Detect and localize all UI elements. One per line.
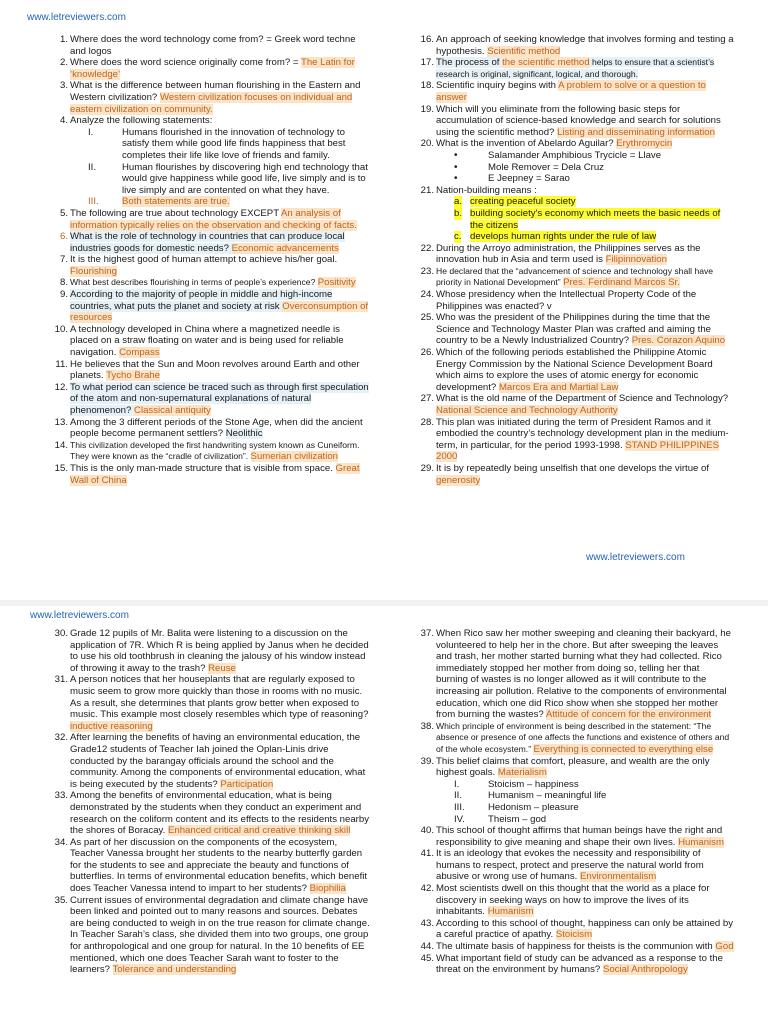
question-14: 14. This civilization developed the first handwriting system known as Cuneiform. They were known as the “cradle of civilization”. Sumerian civilization (54, 439, 360, 463)
question-20: 20. What is the invention of Abelardo Aguilar? Erythromycin • Salamander Amphibious Trycicle = Llave • Mole Remover = Dela Cruz • E Jeepney = Sarao (436, 138, 734, 184)
answer: National Science and Technology Authority (436, 405, 618, 416)
question-7: 7. It is the highest good of human attempt to achieve his/her goal. Flourishing (59, 254, 338, 277)
question-41: 41. It is an ideology that evokes the necessity and responsibility of humans to respect, protect and preserve the natural world from abusive or wrong use of humans. Environmentalism (420, 848, 704, 883)
answer: Great Wall of China (70, 462, 360, 486)
site-link-top[interactable]: www.letreviewers.com (27, 12, 126, 23)
question-12: 12. To what period can science be traced such as through first speculation of the atom and non-supernatural explanations of natural phenomenon? Classical antiquity (54, 381, 369, 416)
question-42: 42. Most scientists dwell on this thought that the world as a place for discovery in seeking ways on how to improve the lives of its inhabitants. Humanism (420, 883, 710, 918)
answer: Both statements are true. (122, 196, 230, 208)
answer: An analysis of information typically relies on the observation and checking of facts. (70, 207, 357, 231)
answer: Reuse (208, 662, 236, 674)
answer: Listing and disseminating information (557, 126, 715, 138)
question-28: 28. This plan was initiated during the term of President Ramos and it embodied the country’s technology development plan in the medium-term, in particular, for the period 1993-1998. STAND PHILIPPINES 2000 (420, 416, 729, 463)
right-column-questions (420, 34, 734, 486)
question-11: 11. He believes that the Sun and Moon revolves around Earth and other planets. Tycho Brahe (55, 358, 360, 382)
answer: Tolerance and understanding (112, 964, 237, 976)
question-27: 27. What is the old name of the Department of Science and Technology? National Science and Technology Authority (420, 393, 729, 416)
answer: Scientific method (487, 45, 561, 57)
answer: The Latin for ‘knowledge’ (70, 57, 355, 80)
answer: Attitude of concern for the environment (545, 709, 712, 721)
answer: Materialism (497, 767, 547, 779)
right-column-questions-page2 (420, 628, 734, 976)
answer: Enhanced critical and creative thinking skill (167, 825, 351, 837)
answer: the scientific method (502, 57, 590, 69)
site-link-bottom[interactable]: www.letreviewers.com (586, 552, 685, 563)
answer: Filipinnovation (605, 254, 667, 266)
answer: Tycho Brahe (106, 370, 160, 382)
question-5: 5. The following are true about technology EXCEPT An analysis of information typically relies on the observation and checking of facts. (59, 207, 357, 231)
question-8: 8. What best describes flourishing in terms of people’s experience? Positivity (59, 277, 356, 289)
site-link-page2[interactable]: www.letreviewers.com (30, 610, 129, 621)
answer: Marcos Era and Martial Law (498, 381, 619, 393)
answer: Sumerian civilization (250, 451, 338, 463)
question-13: 13. Among the 3 different periods of the Stone Age, when did the ancient people become permanent settlers? Neolithic (54, 416, 363, 440)
question-32: 32. After learning the benefits of having an environmental education, the Grade12 students of Teacher Iah joined the Oplan-Linis drive conducted by the barangay officials around the school and the community. Among the components of environmental education, what is being executed by the students? Participation (54, 732, 366, 790)
left-column-questions-page2 (54, 628, 370, 976)
answer: Pres. Ferdinand Marcos Sr. (563, 277, 680, 289)
answer: Erythromycin (616, 138, 673, 150)
question-30: 30. Grade 12 pupils of Mr. Balita were listening to a discussion on the application of 7R. Which R is being applied by Janus when he decided to use his old toothbrush in cleaning the jalousy of his window instead of throwing it away to the trash? Reuse (54, 628, 369, 674)
question-37: 37. When Rico saw her mother sweeping and cleaning their backyard, he volunteered to help her in the chore. But after sweeping the leaves and trash, her mother started burning what they had collected. Rico immediately stopped her mother from doing so, telling her that burning of wastes is no longer allowed as it will contribute to the increasing air pollution. Relative to the components of environmental education, which one did Rico show when she stopped her mother from burning the wastes? Attitude of concern for the environment (420, 628, 731, 721)
question-19: 19. Which will you eliminate from the following basic steps for accumulation of science-based knowledge and search for solutions using the scientific method? Listing and disseminating information (420, 103, 721, 138)
question-39: 39. This belief claims that comfort, pleasure, and wealth are the only highest goals. Materialism I. Stoicism – happiness II. Humanism – meaningful life III. Hedonism – pleasure IV. Theism – god (420, 755, 710, 825)
question-15: 15. This is the only man-made structure that is visible from space. Great Wall of China (54, 462, 360, 486)
answer: inductive reasoning (70, 720, 153, 732)
answer: Economic advancements (231, 242, 339, 254)
question-35: 35. Current issues of environmental degradation and climate change have been linked and pointed out to many reasons and sources. Debates are being conducted to weigh in on the true reason for climate change. In Teacher Sarah’s class, she divided them into two groups, one group for anthropological and one group for natural. In the 10 benefits of EE mentioned, which one does Teacher Sarah want to foster to the learners? Tolerance and understanding (54, 894, 370, 976)
answer: A problem to solve or a question to answer (436, 80, 706, 103)
answer: Stoicism (555, 929, 593, 941)
question-45: 45. What important field of study can be advanced as a response to the threat on the environment by humans? Social Anthropology (420, 952, 723, 976)
answer: God (715, 941, 734, 953)
question-17: 17. The process of the scientific method helps to ensure that a scientist’s research is original, significant, logical, and thorough. (420, 57, 715, 79)
question-2: 2. Where does the word science originally come from? = The Latin for ‘knowledge’ (59, 57, 355, 80)
answer: Western civilization focuses on individual and eastern civilization on community. (70, 91, 353, 115)
answer: Environmentalism (580, 871, 657, 883)
question-1: 1. Where does the word technology come from? = Greek word techne and logos (59, 34, 356, 57)
answer: Neolithic (225, 428, 263, 440)
question-18: 18. Scientific inquiry begins with A problem to solve or a question to answer (420, 80, 706, 103)
question-16: 16. An approach of seeking knowledge that involves forming and testing a hypothesis. Scientific method (420, 34, 734, 57)
answer: Participation (220, 778, 274, 790)
document-page-2 (0, 606, 768, 1024)
answer: generosity (436, 474, 481, 486)
question-6: 6. What is the role of technology in countries that can produce local industries goods for domestic needs? Economic advancements (59, 231, 345, 254)
question-31: 31. A person notices that her houseplants that are regularly exposed to music seem to grow more quickly than those in rooms with no music. As a result, she determines that plants grow better when exposed to music. This example most closely resembles which type of reasoning? inductive reasoning (54, 674, 369, 732)
left-column-questions (54, 34, 370, 486)
answer: Overconsumption of resources (70, 300, 369, 324)
question-44: 44. The ultimate basis of happiness for theists is the communion with God (420, 941, 734, 953)
question-3: 3. What is the difference between human flourishing in the Eastern and Western civilization? Western civilization focuses on individual and eastern civilization on community. (59, 80, 361, 115)
question-9: 9. According to the majority of people in middle and high-income countries, what puts the planet and society at risk Overconsumption of resources (59, 289, 369, 324)
question-29: 29. It is by repeatedly being unselfish that one develops the virtue of generosity (420, 462, 710, 486)
question-43: 43. According to this school of thought, happiness can only be attained by a careful practice of apathy. Stoicism (420, 917, 734, 941)
answer: Classical antiquity (134, 405, 211, 416)
question-10: 10. A technology developed in China where a magnetized needle is placed on a straw floating on water and is being used for reliable navigation. Compass (54, 323, 344, 359)
answer: Social Anthropology (602, 964, 688, 976)
question-25: 25. Who was the president of the Philippines during the time that the Science and Technology Master Plan was crafted and aiming the country to be a Newly Industrialized Country? Pres. Corazon Aquino (420, 312, 726, 347)
question-40: 40. This school of thought affirms that human beings have the right and responsibility to give meaning and shape their own lives. Humanism (420, 825, 724, 848)
question-23: 23. He declared that the “advancement of science and technology shall have priority in National Development” Pres. Ferdinand Marcos Sr. (420, 265, 714, 289)
question-4: 4. Analyze the following statements: I. Humans flourished in the innovation of technology to satisfy them while good life finds happiness that best completes their life like love of friends and family. II. Human flourishes by discovering high end technology that would give happiness while good life, live simply and is to live simply and are contented on what they have. III. Both statements are true. (59, 115, 368, 208)
answer: Biophilia (309, 883, 346, 895)
question-33: 33. Among the benefits of environmental education, what is being demonstrated by the students when they conduct an experiment and research on the coliform content and its effects to the residents nearby the shores of Boracay. Enhanced critical and creative thinking skill (54, 790, 369, 837)
question-38: 38. Which principle of environment is being described in the statement: “The absence or presence of one affects the functions and existence of others and of the whole ecosystem.” Everything is connected to everything else (420, 720, 730, 755)
question-24: 24. Whose presidency when the Intellectual Property Code of the Philippines was enacted? v (420, 289, 697, 312)
question-22: 22. During the Arroyo administration, the Philippines serves as the innovation hub in Asia and term used is Filipinnovation (420, 242, 701, 266)
question-26: 26. Which of the following periods established the Philippine Atomic Energy Commission by the National Science Development Board which aims to explore the uses of atomic energy for economic development? Marcos Era and Martial Law (420, 347, 713, 393)
question-34: 34. As part of her discussion on the components of the ecosystem, Teacher Vanessa brought her students to the nearby butterfly garden for the students to see and appreciate the beauty and functions of butterflies. In terms of environmental education benefits, which benefit does Teacher Vanessa intend to impart to her students? Biophilia (54, 836, 368, 895)
answer: STAND PHILIPPINES 2000 (436, 439, 719, 463)
question-21: 21. Nation-building means : a. creating peaceful society b. building society's economy which meets the basic needs of the citizens c. develops human rights under the rule of law (420, 184, 721, 243)
answer: Humanism (678, 836, 724, 848)
answer: Pres. Corazon Aquino (631, 335, 726, 347)
answer: Humanism (487, 906, 534, 918)
answer: Positivity (317, 277, 356, 289)
answer: Compass (119, 347, 160, 359)
answer: Everything is connected to everything else (533, 743, 714, 755)
answer: Flourishing (70, 265, 117, 277)
